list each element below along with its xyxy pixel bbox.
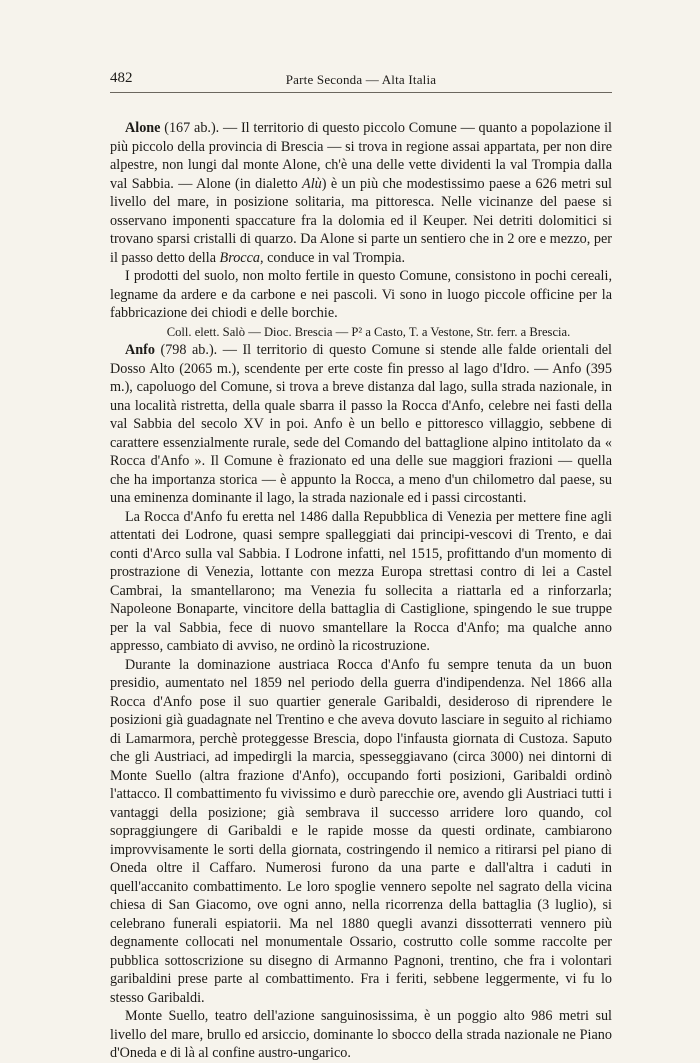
dialect-name: Alù [302, 175, 322, 192]
page-header [110, 70, 612, 93]
alone-paragraph-2: I prodotti del suolo, non molto fertile in questo Comune, consistono in pochi cereali, legname da ardere e da carbone e nei pascoli. Vi sono in luogo piccole officine per la fabbricazione dei chiodi e delle borchie. [110, 268, 612, 321]
page-body [110, 119, 612, 1063]
anfo-paragraph-2: La Rocca d'Anfo fu eretta nel 1486 dalla Repubblica di Venezia per mettere fine agli attentati dei Lodrone, quasi sempre spalleggiati dai principi-vescovi di Trento, e dai conti d'Arco sulla val Sabbia. I Lodrone infatti, nel 1515, profittando d'un momento di prostrazione di Venezia, lottante con mezza Europa strettasi contro di lei a Castel Cambrai, la smantellarono; ma Venezia fu sollecita a riattarla ed a rinforzarla; Napoleone Bonaparte, vincitore della battaglia di Castiglione, spingendo le sue truppe per la val Sabbia, fece di nuovo smantellare la Rocca d'Anfo; ma qualche anno appresso, cambiato di avviso, ne ordinò la ricostruzione. [110, 508, 612, 654]
anfo-heading: Anfo [125, 342, 155, 358]
passo-name: Brocca [219, 249, 260, 266]
anfo-paragraph-3: Durante la dominazione austriaca Rocca d'Anfo fu sempre tenuta da un buon presidio, aumentato nel 1859 nel periodo della guerra d'indipendenza. Nel 1866 alla Rocca d'Anfo pose il suo quartier generale Garibaldi, desideroso di riprendere le posizioni già guadagnate nel Trentino e che aveva dovuto lasciare in seguito al richiamo di Lamarmora, perchè proteggesse Brescia, dopo l'infausta giornata di Custoza. Saputo che gli Austriaci, ad impedirgli la marcia, spesseggiavano (circa 3000) nei dintorni di Monte Suello (altra frazione d'Anfo), occupando forti posizioni, Garibaldi ordinò l'attacco. Il combattimento fu vivissimo e durò parecchie ore, avendo gli Austriaci tutti i vantaggi della posizione; già sembrava il successo arridere loro quando, col sopraggiungere di Garibaldi e le rapide mosse da questi ordinate, cambiarono improvvisamente le sorti della giornata, costringendo il nemico a ritirarsi pel piano di Oneda oltre il Caffaro. Numerosi furono da una parte e dall'altra i caduti in quell'accanito combattimento. Le loro spoglie vennero sepolte nel sagrato della vicina chiesa di San Giacomo, ove ogni anno, nella ricorrenza della battaglia (3 luglio), si celebrano funerali espiatorii. Ma nel 1880 quegli avanzi dissotterrati vennero più degnamente collocati nel monumentale Ossario, costrutto colle somme raccolte per pubblica sottoscrizione su disegno di Armanno Pagnoni, trentino, che fra i volontari garibaldini prese parte al combattimento. Fra i feriti, sebbene leggermente, vi fu lo stesso Garibaldi. [110, 656, 612, 1006]
page-number: 482 [110, 70, 133, 86]
alone-collegio-line: Coll. elett. Salò — Dioc. Brescia — P² a Casto, T. a Vestone, Str. ferr. a Brescia. [166, 324, 571, 339]
anfo-paragraph-1: Anfo (798 ab.). — Il territorio di questo Comune si stende alle falde orientali del Dosso Alto (2065 m.), scendente per erte coste fin presso al lago d'Idro. — Anfo (395 m.), capoluogo del Comune, si trova a breve distanza dal lago, sulla strada nazionale, in una località ristretta, della quale sbarra il passo la Rocca d'Anfo, celebre nei fasti della val Sabbia del secolo XV in poi. Anfo è un bello e pittoresco villaggio, sebbene di carattere essenzialmente rurale, sede del Comando del battaglione alpino intitolato da « Rocca d'Anfo ». Il Comune è frazionato ed una delle sue maggiori frazioni — quella che ha importanza storica — è appunto la Rocca, a meno d'un chilometro dal paese, su una eminenza dominante il lago, la strada nazionale ed i passi circostanti. [110, 342, 612, 506]
anfo-paragraph-4: Monte Suello, teatro dell'azione sanguinosissima, è un poggio alto 986 metri sul livello del mare, brullo ed arsiccio, dominante lo sbocco della strada nazionale ne Piano d'Oneda e di là al confine austro-ungarico. [110, 1008, 612, 1061]
alone-heading: Alone [125, 120, 161, 136]
running-title: Parte Seconda — Alta Italia [285, 72, 437, 87]
alone-paragraph-1: Alone (167 ab.). — Il territorio di questo piccolo Comune — quanto a popolazione il più piccolo della provincia di Brescia — si trova in regione assai appartata, per non dire alpestre, non lungi dal monte Alone, ch'è una delle vette dividenti la val Trompia dalla val Sabbia. — Alone (in dialetto Alù) è un più che modestissimo paese a 626 metri sul livello del mare, in posizione solitaria, ma pittoresca. Nelle vicinanze del paese si osservano imponenti spaccature fra la dolomia ed il Keuper. Nei detriti dolomitici si trovano sparsi cristalli di quarzo. Da Alone si parte un sentiero che in 2 ore e mezzo, per il passo detto della Brocca, conduce in val Trompia. [110, 120, 612, 266]
